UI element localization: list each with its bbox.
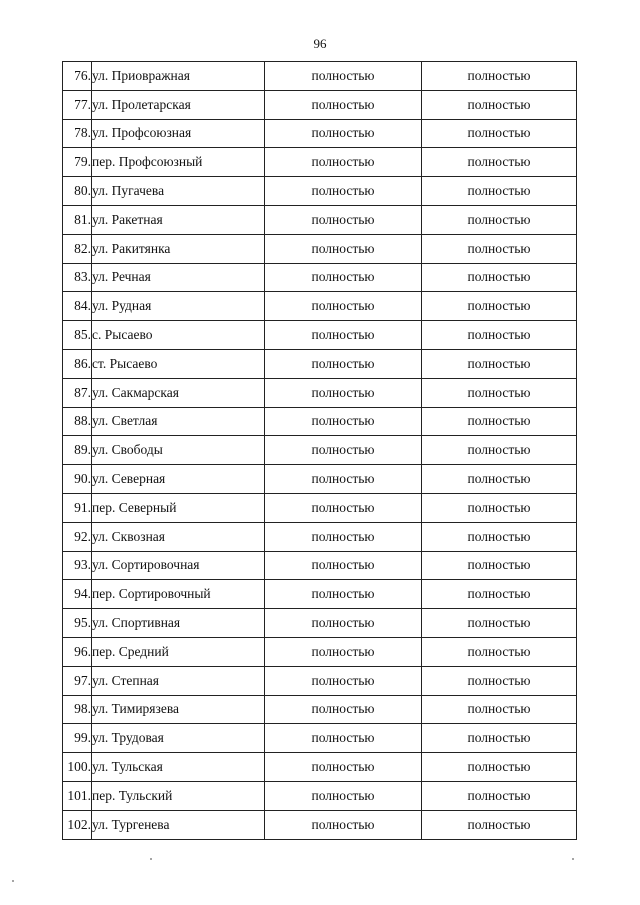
coverage-status-2: полностью (422, 810, 577, 839)
table-row (63, 493, 577, 522)
coverage-status: полностью (265, 321, 422, 350)
coverage-status: полностью (265, 637, 422, 666)
street-name: пер. Северный (92, 493, 265, 522)
coverage-status-2: полностью (422, 724, 577, 753)
coverage-status: полностью (265, 465, 422, 494)
street-name: ул. Тургенева (92, 810, 265, 839)
coverage-status: полностью (265, 407, 422, 436)
scan-speck (12, 880, 14, 882)
coverage-status: полностью (265, 62, 422, 91)
coverage-status-2: полностью (422, 666, 577, 695)
table-body (63, 62, 577, 840)
coverage-status-2: полностью (422, 637, 577, 666)
street-name: ул. Пролетарская (92, 90, 265, 119)
row-number: 102. (63, 810, 92, 839)
table-row (63, 62, 577, 91)
row-number: 93. (63, 551, 92, 580)
coverage-status-2: полностью (422, 205, 577, 234)
row-number: 101. (63, 781, 92, 810)
coverage-status-2: полностью (422, 781, 577, 810)
table-row (63, 177, 577, 206)
row-number: 91. (63, 493, 92, 522)
row-number: 84. (63, 292, 92, 321)
row-number: 77. (63, 90, 92, 119)
coverage-status-2: полностью (422, 580, 577, 609)
row-number: 80. (63, 177, 92, 206)
row-number: 82. (63, 234, 92, 263)
street-name: ул. Тимирязева (92, 695, 265, 724)
row-number: 89. (63, 436, 92, 465)
row-number: 98. (63, 695, 92, 724)
coverage-status: полностью (265, 580, 422, 609)
table-row (63, 522, 577, 551)
coverage-status: полностью (265, 234, 422, 263)
table-row (63, 753, 577, 782)
table-row (63, 90, 577, 119)
row-number: 85. (63, 321, 92, 350)
street-name: ул. Речная (92, 263, 265, 292)
street-name: ул. Свободы (92, 436, 265, 465)
table-row (63, 666, 577, 695)
street-name: с. Рысаево (92, 321, 265, 350)
coverage-status: полностью (265, 148, 422, 177)
row-number: 90. (63, 465, 92, 494)
street-name: ул. Рудная (92, 292, 265, 321)
coverage-status-2: полностью (422, 177, 577, 206)
table-row (63, 810, 577, 839)
row-number: 100. (63, 753, 92, 782)
table-row (63, 580, 577, 609)
coverage-status: полностью (265, 666, 422, 695)
coverage-status-2: полностью (422, 119, 577, 148)
street-name: пер. Сортировочный (92, 580, 265, 609)
table-row (63, 407, 577, 436)
coverage-status: полностью (265, 810, 422, 839)
table-row (63, 378, 577, 407)
coverage-status-2: полностью (422, 263, 577, 292)
coverage-status: полностью (265, 493, 422, 522)
street-name: пер. Средний (92, 637, 265, 666)
row-number: 79. (63, 148, 92, 177)
table-row (63, 436, 577, 465)
street-name: пер. Профсоюзный (92, 148, 265, 177)
coverage-status: полностью (265, 177, 422, 206)
coverage-status-2: полностью (422, 148, 577, 177)
scan-speck (150, 858, 152, 860)
street-name: ст. Рысаево (92, 349, 265, 378)
streets-table (62, 61, 577, 840)
table-row (63, 292, 577, 321)
row-number: 86. (63, 349, 92, 378)
row-number: 87. (63, 378, 92, 407)
coverage-status-2: полностью (422, 493, 577, 522)
coverage-status-2: полностью (422, 609, 577, 638)
scan-speck (572, 858, 574, 860)
street-name: ул. Трудовая (92, 724, 265, 753)
street-name: ул. Тульская (92, 753, 265, 782)
row-number: 94. (63, 580, 92, 609)
row-number: 76. (63, 62, 92, 91)
coverage-status-2: полностью (422, 321, 577, 350)
coverage-status: полностью (265, 263, 422, 292)
street-name: ул. Сортировочная (92, 551, 265, 580)
coverage-status-2: полностью (422, 378, 577, 407)
street-name: ул. Профсоюзная (92, 119, 265, 148)
coverage-status: полностью (265, 781, 422, 810)
street-name: ул. Северная (92, 465, 265, 494)
table-row (63, 349, 577, 378)
row-number: 83. (63, 263, 92, 292)
coverage-status: полностью (265, 292, 422, 321)
table-row (63, 637, 577, 666)
street-name: ул. Сквозная (92, 522, 265, 551)
row-number: 78. (63, 119, 92, 148)
street-name: ул. Степная (92, 666, 265, 695)
street-name: ул. Сакмарская (92, 378, 265, 407)
table-row (63, 724, 577, 753)
table-row (63, 781, 577, 810)
row-number: 99. (63, 724, 92, 753)
table-row (63, 205, 577, 234)
coverage-status: полностью (265, 119, 422, 148)
table-row (63, 119, 577, 148)
street-name: ул. Светлая (92, 407, 265, 436)
table-row (63, 609, 577, 638)
coverage-status-2: полностью (422, 90, 577, 119)
table-row (63, 465, 577, 494)
coverage-status-2: полностью (422, 407, 577, 436)
row-number: 96. (63, 637, 92, 666)
street-name: ул. Приовражная (92, 62, 265, 91)
row-number: 95. (63, 609, 92, 638)
table-row (63, 695, 577, 724)
coverage-status-2: полностью (422, 234, 577, 263)
coverage-status: полностью (265, 522, 422, 551)
row-number: 81. (63, 205, 92, 234)
row-number: 97. (63, 666, 92, 695)
coverage-status: полностью (265, 695, 422, 724)
street-name: ул. Спортивная (92, 609, 265, 638)
street-name: пер. Тульский (92, 781, 265, 810)
coverage-status-2: полностью (422, 292, 577, 321)
coverage-status-2: полностью (422, 753, 577, 782)
table-row (63, 263, 577, 292)
table-row (63, 234, 577, 263)
coverage-status: полностью (265, 378, 422, 407)
street-name: ул. Ракитянка (92, 234, 265, 263)
coverage-status-2: полностью (422, 465, 577, 494)
coverage-status: полностью (265, 436, 422, 465)
coverage-status-2: полностью (422, 436, 577, 465)
row-number: 92. (63, 522, 92, 551)
page-number: 96 (313, 36, 327, 51)
coverage-status-2: полностью (422, 551, 577, 580)
coverage-status-2: полностью (422, 62, 577, 91)
coverage-status: полностью (265, 724, 422, 753)
table-row (63, 551, 577, 580)
coverage-status-2: полностью (422, 349, 577, 378)
row-number: 88. (63, 407, 92, 436)
coverage-status-2: полностью (422, 522, 577, 551)
coverage-status: полностью (265, 551, 422, 580)
coverage-status: полностью (265, 349, 422, 378)
coverage-status: полностью (265, 205, 422, 234)
coverage-status: полностью (265, 753, 422, 782)
table-row (63, 148, 577, 177)
table-row (63, 321, 577, 350)
coverage-status: полностью (265, 609, 422, 638)
coverage-status: полностью (265, 90, 422, 119)
street-name: ул. Ракетная (92, 205, 265, 234)
coverage-status-2: полностью (422, 695, 577, 724)
street-name: ул. Пугачева (92, 177, 265, 206)
